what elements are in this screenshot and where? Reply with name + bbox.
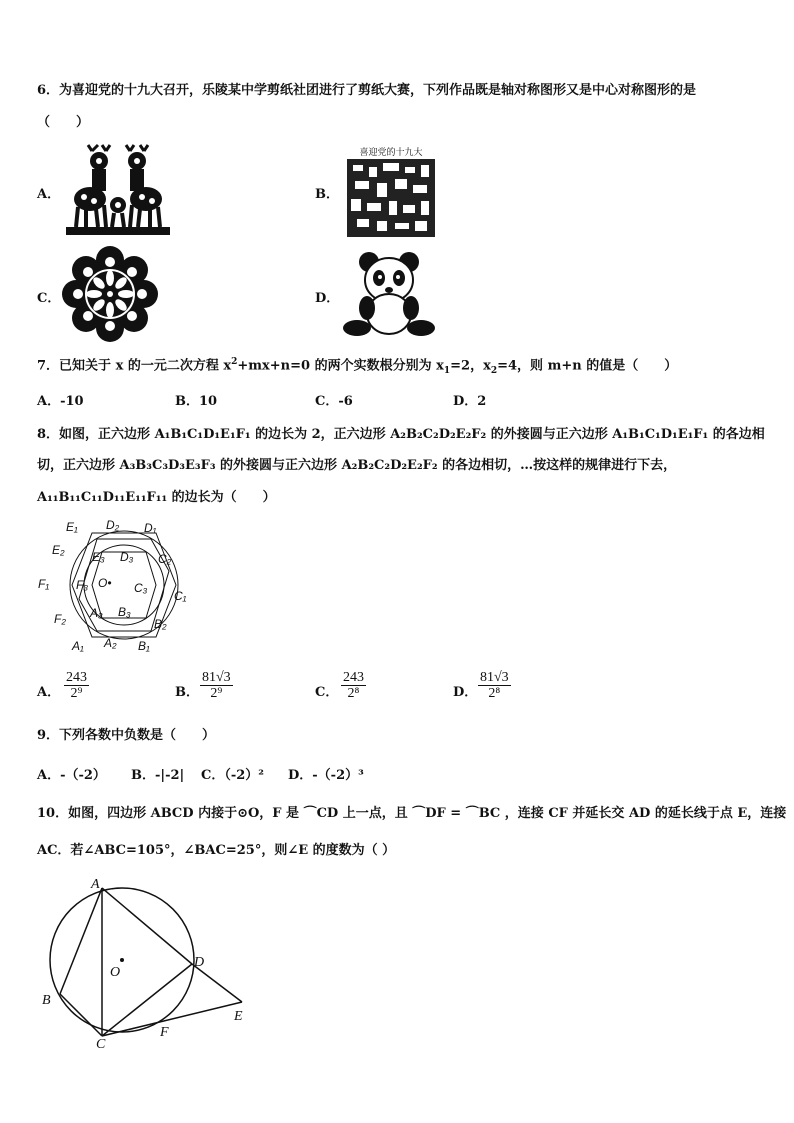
q7-option-a: A．-10 (37, 394, 84, 409)
label-c3: C₃ (134, 581, 148, 595)
label-f3: F₃ (76, 578, 89, 592)
q10-stem-line2: AC．若∠ABC=105°，∠BAC=25°，则∠E 的度数为（ ） (37, 843, 396, 858)
q8-option-d-label: D． (453, 685, 478, 700)
q8-option-c-label: C． (315, 685, 339, 700)
label-b: B (42, 993, 51, 1008)
label-c: C (96, 1037, 106, 1052)
label-e2: E₂ (52, 543, 65, 557)
q7-option-b: B．10 (175, 394, 218, 409)
label-e: E (234, 1009, 243, 1024)
q8-option-b-label: B． (175, 685, 199, 700)
q9-option-d: D．-（-2）³ (288, 768, 364, 783)
q6-option-b-label: B． (315, 187, 339, 202)
q8-option-b-fraction: $\frac{81√3}{\text{2⁹}}$ (202, 670, 231, 701)
q9-option-c: C．（-2）² (201, 768, 264, 783)
q10-stem-line1: 10．如图，四边形 ABCD 内接于⊙O，F 是 ⌒CD 上一点，且 ⌒DF = ⌒BC ，连接 CF 并延长交 AD 的延长线于点 E，连接 (37, 806, 787, 821)
q6-option-c-flower-image (62, 246, 158, 342)
q8-stem-line2: 切，正六边形 A₃B₃C₃D₃E₃F₃ 的外接圆与正六边形 A₂B₂C₂D₂E₂F₂ 的各边相切，…按这样的规律进行下去， (37, 458, 677, 473)
label-c2: C₂ (158, 552, 172, 566)
q6-option-d-panda-image (343, 250, 435, 338)
q6-option-c-label: C． (37, 291, 61, 306)
q6-option-b-caption: 喜迎党的十九大 (359, 148, 423, 158)
label-a1: A₁ (72, 639, 84, 653)
q8-option-c-fraction: $\frac{243}{\text{2⁸}}$ (343, 670, 364, 701)
q7-option-d: D．2 (453, 394, 487, 409)
q6-option-a-deer-image (62, 143, 174, 237)
label-d2: D₂ (106, 518, 120, 532)
q8-hexagon-figure (34, 516, 194, 656)
q8-option-a-fraction: $\frac{243}{\text{2⁹}}$ (66, 670, 87, 701)
label-b2: B₂ (154, 617, 167, 631)
label-c1: C₁ (174, 589, 187, 603)
label-e1: E₁ (66, 520, 78, 534)
label-o: O (110, 965, 121, 980)
label-a3: A₃ (90, 606, 103, 620)
label-a2: A₂ (104, 636, 117, 650)
q8-option-a-label: A． (37, 685, 61, 700)
label-f1: F₁ (38, 577, 50, 591)
q6-option-b-papercut-image (343, 143, 439, 239)
label-b1: B₁ (138, 639, 150, 653)
q10-circle-figure (36, 872, 266, 1052)
label-o: O• (98, 576, 112, 590)
q7-option-c: C．-6 (315, 394, 353, 409)
q6-stem: 6．为喜迎党的十九大召开，乐陵某中学剪纸社团进行了剪纸大赛，下列作品既是轴对称图形又是中心对称图形的是 (37, 83, 697, 98)
q8-stem-line1: 8．如图，正六边形 A₁B₁C₁D₁E₁F₁ 的边长为 2，正六边形 A₂B₂C₂D₂E₂F₂ 的外接圆与正六边形 A₁B₁C₁D₁E₁F₁ 的各边相 (37, 427, 765, 442)
q6-paren: （ ） (37, 115, 90, 130)
label-d: D (194, 955, 205, 970)
label-b3: B₃ (118, 605, 131, 619)
label-e3: E₃ (92, 550, 105, 564)
q8-option-d-fraction: $\frac{81√3}{\text{2⁸}}$ (480, 670, 509, 701)
label-d3: D₃ (120, 550, 134, 564)
q9-option-b: B．-|-2| (131, 768, 185, 783)
label-d1: D₁ (144, 521, 157, 535)
q8-stem-line3: A₁₁B₁₁C₁₁D₁₁E₁₁F₁₁ 的边长为（ ） (37, 490, 276, 505)
label-a: A (91, 877, 100, 892)
label-f: F (160, 1025, 169, 1040)
label-f2: F₂ (54, 612, 66, 626)
q7-stem: 7．已知关于 x 的一元二次方程 $x^2+mx+n=0$ 的两个实数根分别为 $x_1=2$，$x_2=4$，则 m+n 的值是（ ） (37, 357, 678, 376)
q9-option-a: A．-（-2） (37, 768, 106, 783)
q9-stem: 9．下列各数中负数是（ ） (37, 728, 216, 743)
q6-option-a-label: A． (37, 187, 61, 202)
q6-option-d-label: D． (315, 291, 340, 306)
